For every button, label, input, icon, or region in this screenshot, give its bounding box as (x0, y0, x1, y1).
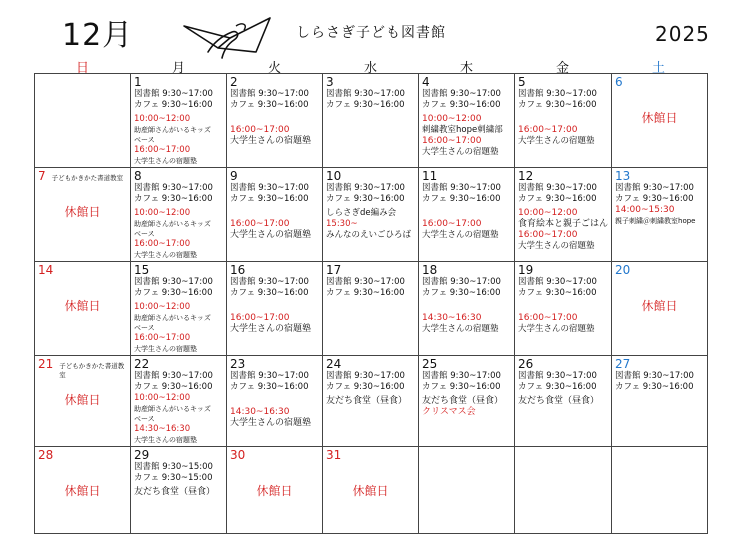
schedule-line: 図書館 9:30~17:00 (615, 371, 694, 381)
day-cell-29 (131, 447, 227, 534)
library-name: しらさぎ子ども図書館 (296, 25, 446, 41)
empty-cell (35, 74, 131, 168)
schedule-line: 図書館 9:30~17:00 (422, 277, 501, 287)
schedule-line: 16:00~17:00 (518, 313, 578, 323)
schedule-line: 大学生さんの宿題塾 (518, 324, 595, 334)
day-number: 4 (422, 75, 430, 89)
week-row (35, 447, 708, 534)
day-cell-20 (612, 262, 708, 356)
day-cell-25 (419, 356, 515, 447)
weekday-wed: 水 (363, 61, 377, 76)
schedule-line: 図書館 9:30~17:00 (326, 277, 405, 287)
day-number: 8 (134, 169, 142, 183)
schedule-line: カフェ 9:30~16:00 (230, 288, 309, 298)
day-number: 21 (38, 357, 54, 371)
day-cell-24 (323, 356, 419, 447)
day-cell-16 (227, 262, 323, 356)
closed-label: 休館日 (64, 393, 101, 407)
schedule-line: 14:30~16:30 (422, 313, 482, 323)
day-number: 1 (134, 75, 142, 89)
day-cell-6 (612, 74, 708, 168)
schedule-line: 16:00~17:00 (518, 125, 578, 135)
day-number: 17 (326, 263, 342, 277)
schedule-line: カフェ 9:30~16:00 (134, 100, 213, 110)
closed-label: 休館日 (64, 484, 101, 498)
day-cell-8 (131, 168, 227, 262)
schedule-line: 16:00~17:00 (422, 136, 482, 146)
day-number: 6 (615, 75, 623, 89)
schedule-line: カフェ 9:30~16:00 (134, 288, 213, 298)
empty-cell (515, 447, 612, 534)
schedule-line: しらさぎde編み会 (326, 208, 397, 218)
week-row (35, 262, 708, 356)
schedule-line: 大学生さんの宿題塾 (422, 147, 499, 157)
schedule-line: 大学生さんの宿題塾 (134, 345, 197, 353)
schedule-line: 大学生さんの宿題塾 (134, 251, 197, 259)
schedule-line: 16:00~17:00 (134, 145, 191, 155)
closed-label: 休館日 (64, 299, 101, 313)
schedule-line: 友だち食堂（昼食） (518, 396, 600, 406)
day-cell-18 (419, 262, 515, 356)
schedule-line: 図書館 9:30~17:00 (134, 183, 213, 193)
schedule-line: 図書館 9:30~17:00 (230, 277, 309, 287)
schedule-line: カフェ 9:30~16:00 (326, 194, 405, 204)
day-cell-17 (323, 262, 419, 356)
schedule-line: 大学生さんの宿題塾 (134, 436, 197, 444)
schedule-line: カフェ 9:30~16:00 (422, 194, 501, 204)
day-cell-14 (35, 262, 131, 356)
week-row (35, 74, 708, 168)
schedule-line: 図書館 9:30~17:00 (422, 183, 501, 193)
closed-label: 休館日 (64, 205, 101, 219)
day-cell-10 (323, 168, 419, 262)
schedule-line: カフェ 9:30~16:00 (230, 100, 309, 110)
week-row (35, 168, 708, 262)
schedule-line: 図書館 9:30~17:00 (230, 371, 309, 381)
schedule-line: ベース (134, 230, 155, 238)
schedule-line: 10:00~12:00 (134, 393, 191, 403)
day-number: 26 (518, 357, 534, 371)
day-cell-3 (323, 74, 419, 168)
day-number: 27 (615, 357, 631, 371)
day-cell-23 (227, 356, 323, 447)
empty-cell (612, 447, 708, 534)
year-label: 2025 (655, 22, 710, 46)
schedule-line: カフェ 9:30~16:00 (518, 382, 597, 392)
schedule-line: 大学生さんの宿題塾 (518, 136, 595, 146)
day-number: 24 (326, 357, 342, 371)
weekday-mon: 月 (171, 61, 185, 76)
closed-label: 休館日 (641, 111, 678, 125)
day-cell-30 (227, 447, 323, 534)
weekday-sat: 土 (651, 61, 665, 76)
schedule-line: カフェ 9:30~16:00 (326, 382, 405, 392)
schedule-line: ベース (134, 136, 155, 144)
calendar-grid (34, 73, 708, 534)
schedule-line: 16:00~17:00 (230, 125, 290, 135)
day-cell-22 (131, 356, 227, 447)
schedule-line: ベース (134, 415, 155, 423)
schedule-line: 助産師さんがいるキッズ (134, 126, 211, 134)
day-cell-7 (35, 168, 131, 262)
schedule-line: 図書館 9:30~17:00 (518, 89, 597, 99)
weekday-thu: 木 (459, 61, 473, 76)
schedule-line: 14:30~16:30 (230, 407, 290, 417)
day-number: 22 (134, 357, 150, 371)
day-note: 子どもかきかた書道教室 (59, 362, 125, 379)
day-number: 13 (615, 169, 631, 183)
schedule-line: カフェ 9:30~16:00 (518, 288, 597, 298)
day-number: 19 (518, 263, 534, 277)
day-number: 9 (230, 169, 238, 183)
schedule-line: 大学生さんの宿題塾 (230, 230, 312, 240)
schedule-line: みんなのえいごひろば (326, 230, 412, 240)
schedule-line: カフェ 9:30~16:00 (422, 100, 501, 110)
schedule-line: 図書館 9:30~17:00 (518, 183, 597, 193)
schedule-line: 大学生さんの宿題塾 (422, 324, 499, 334)
day-cell-4 (419, 74, 515, 168)
schedule-line: カフェ 9:30~16:00 (422, 288, 501, 298)
schedule-line: 友だち食堂（昼食） (134, 487, 216, 497)
day-cell-11 (419, 168, 515, 262)
day-cell-1 (131, 74, 227, 168)
schedule-line: カフェ 9:30~16:00 (134, 194, 213, 204)
schedule-line: 刺繍教室hope刺繍部 (422, 125, 503, 135)
day-number: 23 (230, 357, 246, 371)
day-cell-21 (35, 356, 131, 447)
schedule-line: 図書館 9:30~17:00 (422, 89, 501, 99)
day-number: 28 (38, 448, 54, 462)
schedule-line: 図書館 9:30~17:00 (134, 89, 213, 99)
schedule-line: カフェ 9:30~16:00 (422, 382, 501, 392)
day-number: 10 (326, 169, 342, 183)
schedule-line: 図書館 9:30~17:00 (518, 277, 597, 287)
schedule-line: 友だち食堂（昼食） (422, 396, 504, 406)
schedule-line: 大学生さんの宿題塾 (134, 157, 197, 165)
schedule-line: 大学生さんの宿題塾 (230, 418, 312, 428)
schedule-line: 16:00~17:00 (134, 333, 191, 343)
schedule-line: 友だち食堂（昼食） (326, 396, 408, 406)
schedule-line: カフェ 9:30~15:00 (134, 473, 213, 483)
schedule-line: 16:00~17:00 (134, 239, 191, 249)
day-number: 29 (134, 448, 150, 462)
day-number: 31 (326, 448, 342, 462)
closed-label: 休館日 (641, 299, 678, 313)
schedule-line: カフェ 9:30~16:00 (230, 194, 309, 204)
schedule-line: 大学生さんの宿題塾 (518, 241, 595, 251)
schedule-line: 図書館 9:30~17:00 (615, 183, 694, 193)
schedule-line: 図書館 9:30~17:00 (326, 89, 405, 99)
weekday-sun: 日 (75, 61, 89, 76)
schedule-line: カフェ 9:30~16:00 (615, 194, 694, 204)
schedule-line: 大学生さんの宿題塾 (230, 324, 312, 334)
day-number: 14 (38, 263, 54, 277)
schedule-line: 親子刺繍＠刺繍教室hope (615, 217, 696, 225)
schedule-line: 15:30~ (326, 219, 358, 229)
day-number: 18 (422, 263, 438, 277)
day-cell-13 (612, 168, 708, 262)
schedule-line: 図書館 9:30~17:00 (518, 371, 597, 381)
schedule-line: カフェ 9:30~16:00 (134, 382, 213, 392)
schedule-line: 助産師さんがいるキッズ (134, 314, 211, 322)
closed-label: 休館日 (352, 484, 389, 498)
schedule-line: ベース (134, 324, 155, 332)
day-cell-31 (323, 447, 419, 534)
day-cell-15 (131, 262, 227, 356)
schedule-line: 16:00~17:00 (230, 219, 290, 229)
schedule-line: カフェ 9:30~16:00 (615, 382, 694, 392)
day-number: 12 (518, 169, 534, 183)
day-number: 16 (230, 263, 246, 277)
schedule-line: 助産師さんがいるキッズ (134, 405, 211, 413)
schedule-line: 10:00~12:00 (134, 208, 191, 218)
schedule-line: カフェ 9:30~16:00 (518, 194, 597, 204)
schedule-line: 16:00~17:00 (422, 219, 482, 229)
weekday-tue: 火 (267, 61, 281, 76)
schedule-line: 16:00~17:00 (230, 313, 290, 323)
schedule-line: 10:00~12:00 (134, 302, 191, 312)
schedule-line: 図書館 9:30~17:00 (422, 371, 501, 381)
day-number: 11 (422, 169, 438, 183)
schedule-line: 大学生さんの宿題塾 (230, 136, 312, 146)
schedule-line: カフェ 9:30~16:00 (230, 382, 309, 392)
schedule-line: 図書館 9:30~17:00 (326, 371, 405, 381)
schedule-line: カフェ 9:30~16:00 (326, 100, 405, 110)
schedule-line: カフェ 9:30~16:00 (326, 288, 405, 298)
day-cell-2 (227, 74, 323, 168)
day-note: 子どもかきかた書道教室 (51, 174, 124, 182)
schedule-line: 大学生さんの宿題塾 (422, 230, 499, 240)
schedule-line: 図書館 9:30~17:00 (134, 277, 213, 287)
day-number: 7 (38, 169, 46, 183)
month-title: 12月 (62, 18, 134, 53)
schedule-line: 14:00~15:30 (615, 205, 675, 215)
schedule-line: 食育絵本と親子ごはん (518, 219, 609, 229)
day-cell-19 (515, 262, 612, 356)
library-logo-icon (178, 12, 278, 62)
schedule-line: 10:00~12:00 (134, 114, 191, 124)
schedule-line: 図書館 9:30~17:00 (326, 183, 405, 193)
day-number: 20 (615, 263, 631, 277)
day-cell-5 (515, 74, 612, 168)
day-cell-12 (515, 168, 612, 262)
week-row (35, 356, 708, 447)
schedule-line: 図書館 9:30~15:00 (134, 462, 213, 472)
day-cell-28 (35, 447, 131, 534)
schedule-line: 図書館 9:30~17:00 (230, 183, 309, 193)
schedule-line: カフェ 9:30~16:00 (518, 100, 597, 110)
day-number: 25 (422, 357, 438, 371)
day-cell-9 (227, 168, 323, 262)
schedule-line: 図書館 9:30~17:00 (230, 89, 309, 99)
day-number: 30 (230, 448, 246, 462)
day-cell-26 (515, 356, 612, 447)
schedule-line: 16:00~17:00 (518, 230, 578, 240)
schedule-line: クリスマス会 (422, 407, 476, 417)
closed-label: 休館日 (256, 484, 293, 498)
schedule-line: 図書館 9:30~17:00 (134, 371, 213, 381)
day-number: 5 (518, 75, 526, 89)
schedule-line: 10:00~12:00 (422, 114, 482, 124)
day-number: 2 (230, 75, 238, 89)
weekday-fri: 金 (555, 61, 569, 76)
day-number: 15 (134, 263, 150, 277)
day-number: 3 (326, 75, 334, 89)
schedule-line: 14:30~16:30 (134, 424, 191, 434)
schedule-line: 10:00~12:00 (518, 208, 578, 218)
empty-cell (419, 447, 515, 534)
day-cell-27 (612, 356, 708, 447)
schedule-line: 助産師さんがいるキッズ (134, 220, 211, 228)
